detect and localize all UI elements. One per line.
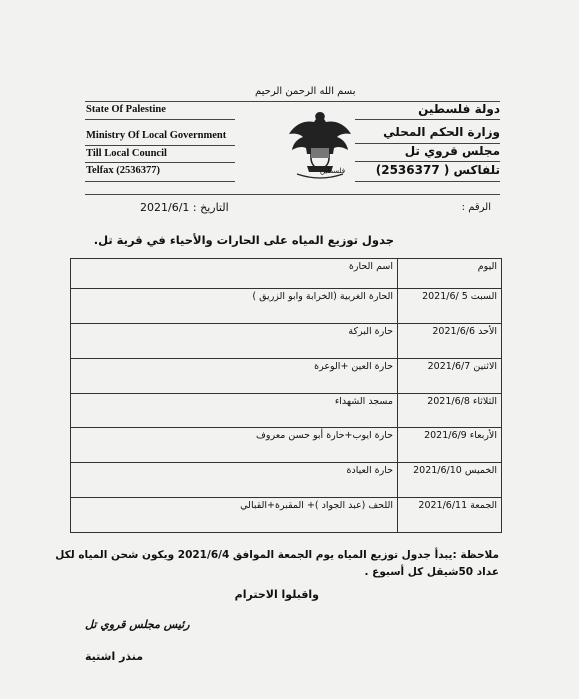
day-cell: السبت 5 /2021/6 bbox=[398, 289, 502, 324]
table-row bbox=[71, 428, 502, 463]
signature-name: منذر اشتية bbox=[85, 650, 144, 663]
emblem-caption: فلسطين bbox=[320, 167, 346, 175]
table-row bbox=[71, 289, 502, 324]
day-cell: الاثنين 2021/6/7 bbox=[398, 358, 502, 393]
day-cell: الأحد 2021/6/6 bbox=[398, 323, 502, 358]
rule-en-4 bbox=[85, 181, 235, 182]
table-row bbox=[71, 498, 502, 533]
table-header-row bbox=[71, 259, 502, 289]
rule-en-1 bbox=[85, 119, 235, 120]
header-neighborhood: اسم الحارة bbox=[71, 259, 398, 289]
table-row bbox=[71, 358, 502, 393]
telfax-en: Telfax (2536377) bbox=[86, 165, 160, 176]
table-row bbox=[71, 323, 502, 358]
rule-ar-4 bbox=[355, 181, 500, 182]
ministry-en: Ministry Of Local Government bbox=[86, 130, 227, 141]
rule-en-2 bbox=[85, 145, 235, 146]
reference-number-label: الرقم : bbox=[461, 202, 491, 213]
neighborhood-cell: حارة البركة bbox=[71, 323, 398, 358]
table-row bbox=[71, 463, 502, 498]
ministry-ar: وزارة الحكم المحلي bbox=[383, 125, 500, 139]
header-bottom-rule bbox=[85, 194, 500, 195]
rule-ar-1 bbox=[355, 119, 500, 120]
neighborhood-cell: حارة ايوب+حارة أبو حسن معروف bbox=[71, 428, 398, 463]
note-line-1: ملاحظة :يبدأ جدول توزيع المياه يوم الجمعة الموافق 2021/6/4 ويكون شحن المياه لكل bbox=[55, 549, 499, 561]
rule-ar-3 bbox=[355, 161, 500, 162]
header-day: اليوم bbox=[398, 259, 502, 289]
note-line-2: عداد 50شيقل كل أسبوع . bbox=[364, 566, 499, 578]
day-cell: الأربعاء 2021/6/9 bbox=[398, 428, 502, 463]
signature-title: رئيس مجلس قروي تل bbox=[85, 618, 190, 631]
neighborhood-cell: حارة العيادة bbox=[71, 463, 398, 498]
document-date: التاريخ : 2021/6/1 bbox=[140, 201, 229, 214]
document-title: جدول توزيع المياه على الحارات والأحياء في قرية تل. bbox=[93, 233, 394, 247]
closing-text: واقبلوا الاحترام bbox=[234, 588, 319, 601]
water-schedule-table bbox=[70, 258, 502, 533]
table-row bbox=[71, 393, 502, 428]
neighborhood-cell: حارة العين +الوعرة bbox=[71, 358, 398, 393]
council-ar: مجلس قروي تل bbox=[404, 144, 500, 158]
telfax-ar: تلفاكس ( 2536377) bbox=[375, 163, 500, 177]
bismillah: بسم الله الرحمن الرحيم bbox=[255, 86, 356, 97]
neighborhood-cell: مسجد الشهداء bbox=[71, 393, 398, 428]
day-cell: الثلاثاء 2021/6/8 bbox=[398, 393, 502, 428]
state-ar: دولة فلسطين bbox=[418, 102, 500, 116]
day-cell: الجمعة 2021/6/11 bbox=[398, 498, 502, 533]
neighborhood-cell: اللحف (عبد الجواد )+ المقبرة+القبالي bbox=[71, 498, 398, 533]
neighborhood-cell: الحارة الغربية (الخرابة وابو الزريق ) bbox=[71, 289, 398, 324]
day-cell: الخميس 2021/6/10 bbox=[398, 463, 502, 498]
council-en: Till Local Council bbox=[86, 148, 167, 159]
state-en: State Of Palestine bbox=[86, 104, 166, 115]
rule-en-3 bbox=[85, 162, 235, 163]
